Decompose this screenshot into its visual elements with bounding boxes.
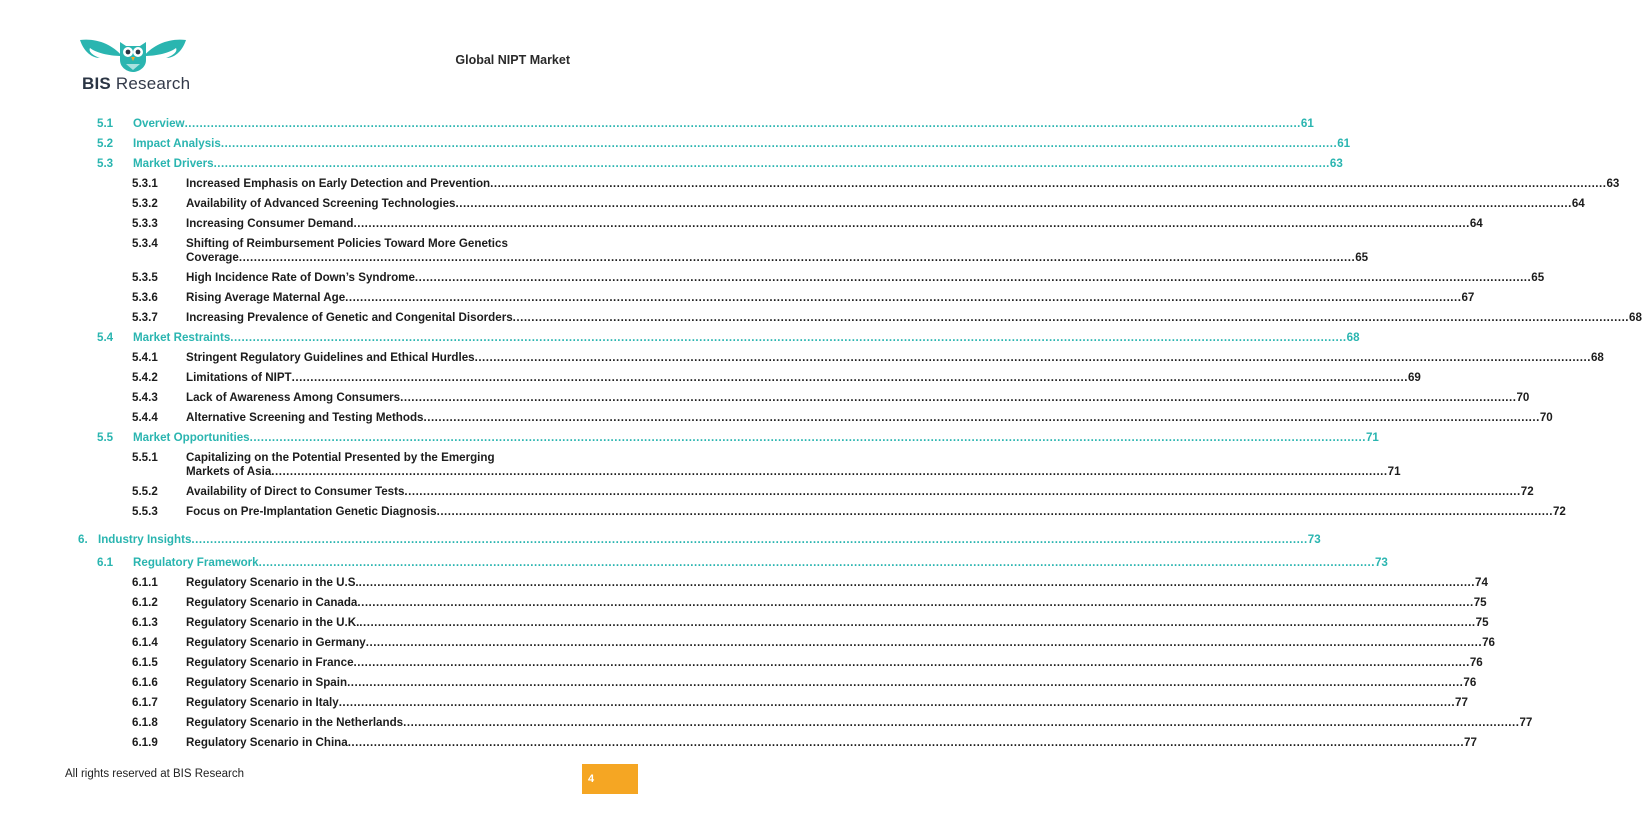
toc-entry-number: 6.1.6 (132, 676, 158, 689)
toc-entry-number: 6.1.5 (132, 656, 158, 669)
toc-entry[interactable] (97, 556, 1388, 570)
toc-entry-title: Increased Emphasis on Early Detection and Prevention (186, 177, 491, 190)
toc-entry-title: Regulatory Scenario in Spain (186, 676, 348, 689)
toc-page-number: 71 (1365, 431, 1379, 444)
toc-entry-title: Industry Insights (98, 533, 192, 546)
toc-entry-title: Regulatory Scenario in China (186, 736, 348, 749)
toc-entry-line (133, 157, 1343, 171)
toc-entry-line (133, 431, 1379, 445)
toc-entry-title: Impact Analysis (133, 137, 221, 150)
toc-leader-dots: ............................................................................................................................................................................................................................................................................................................ (359, 616, 1476, 629)
toc-leader-dots: ............................................................................................................................................................................................................................................................................................................ (347, 736, 1465, 749)
toc-entry-line (186, 217, 1483, 231)
toc-entry[interactable] (97, 117, 1314, 131)
toc-entry-number: 5.5.2 (132, 485, 158, 498)
toc-entry[interactable] (132, 177, 1620, 191)
toc-entry-number: 6.1.1 (132, 576, 158, 589)
toc-entry-number: 6.1 (97, 556, 114, 569)
toc-leader-dots: ............................................................................................................................................................................................................................................................................................................ (357, 596, 1474, 609)
toc-entry-line (186, 177, 1620, 191)
toc-entry-title: Regulatory Scenario in Germany (186, 636, 366, 649)
toc-leader-dots: ............................................................................................................................................................................................................................................................................................................ (403, 716, 1520, 729)
toc-leader-dots: ............................................................................................................................................................................................................................................................................................................ (338, 696, 1456, 709)
toc-leader-dots: ............................................................................................................................................................................................................................................................................................................ (291, 371, 1408, 384)
toc-entry-title: Increasing Prevalence of Genetic and Congenital Disorders (186, 311, 513, 324)
toc-entry-line (186, 716, 1533, 730)
toc-entry-title: High Incidence Rate of Down’s Syndrome (186, 271, 415, 284)
toc-entry-title: Increasing Consumer Demand (186, 217, 354, 230)
toc-entry-title: Lack of Awareness Among Consumers (186, 391, 401, 404)
toc-entry-line (133, 137, 1351, 151)
toc-leader-dots: ............................................................................................................................................................................................................................................................................................................ (404, 485, 1521, 498)
toc-entry[interactable] (97, 331, 1360, 345)
toc-entry-number: 6. (78, 533, 88, 546)
toc-entry-title: Stringent Regulatory Guidelines and Ethical Hurdles (186, 351, 475, 364)
toc-entry[interactable] (132, 485, 1534, 499)
toc-entry-line (186, 656, 1483, 670)
toc-leader-dots: ............................................................................................................................................................................................................................................................................................................ (184, 117, 1301, 130)
toc-entry[interactable] (132, 291, 1475, 305)
toc-entry[interactable] (132, 391, 1530, 405)
toc-leader-dots: ............................................................................................................................................................................................................................................................................................................ (271, 465, 1388, 478)
toc-page-number: 73 (1307, 533, 1321, 546)
toc-entry[interactable] (97, 157, 1343, 171)
toc-entry-number: 6.1.8 (132, 716, 158, 729)
toc-entry-line (133, 556, 1388, 570)
toc-entry-number: 5.4.4 (132, 411, 158, 424)
toc-entry[interactable] (132, 451, 1401, 479)
toc-entry-title: Regulatory Framework (133, 556, 259, 569)
toc-entry[interactable] (132, 371, 1421, 385)
toc-leader-dots: ............................................................................................................................................................................................................................................................................................................ (347, 676, 1464, 689)
toc-leader-dots: ............................................................................................................................................................................................................................................................................................................ (423, 411, 1540, 424)
toc-page-number: 77 (1464, 736, 1477, 749)
toc-entry-number: 5.3.4 (132, 237, 158, 250)
toc-entry-line (186, 411, 1553, 425)
toc-entry-number: 5.3.2 (132, 197, 158, 210)
toc-entry-number: 5.3.6 (132, 291, 158, 304)
toc-entry-number: 5.3.1 (132, 177, 158, 190)
toc-entry[interactable] (97, 137, 1351, 151)
toc-entry-line (186, 311, 1642, 325)
owl-logo-icon (78, 34, 188, 74)
toc-leader-dots: ............................................................................................................................................................................................................................................................................................................ (365, 636, 1483, 649)
toc-entry-line (186, 391, 1530, 405)
toc-entry-line (186, 576, 1488, 590)
toc-leader-dots: ............................................................................................................................................................................................................................................................................................................ (400, 391, 1517, 404)
toc-entry-number: 5.4.3 (132, 391, 158, 404)
toc-entry-title-continued: Coverage (186, 251, 239, 264)
toc-entry-number: 6.1.9 (132, 736, 158, 749)
toc-page-number: 76 (1482, 636, 1496, 649)
toc-page-number: 67 (1461, 291, 1475, 304)
toc-page-number: 61 (1300, 117, 1314, 130)
toc-entry-number: 5.2 (97, 137, 114, 150)
toc-entry[interactable] (132, 197, 1585, 211)
toc-leader-dots: ............................................................................................................................................................................................................................................................................................................ (436, 505, 1553, 518)
toc-leader-dots: ............................................................................................................................................................................................................................................................................................................ (220, 137, 1338, 150)
toc-entry[interactable] (132, 217, 1483, 231)
toc-page-number: 72 (1552, 505, 1566, 518)
toc-entry-number: 5.3.5 (132, 271, 158, 284)
toc-leader-dots: ............................................................................................................................................................................................................................................................................................................ (414, 271, 1532, 284)
toc-leader-dots: ............................................................................................................................................................................................................................................................................................................ (345, 291, 1462, 304)
toc-page-number: 74 (1475, 576, 1488, 589)
toc-entry[interactable] (132, 636, 1496, 650)
toc-page-number: 61 (1337, 137, 1351, 150)
toc-entry-title: Limitations of NIPT (186, 371, 292, 384)
toc-leader-dots: ............................................................................................................................................................................................................................................................................................................ (358, 576, 1475, 589)
toc-entry-title: Regulatory Scenario in the U.K. (186, 616, 360, 629)
toc-entry-title: Market Opportunities (133, 431, 250, 444)
toc-leader-dots: ............................................................................................................................................................................................................................................................................................................ (353, 656, 1470, 669)
toc-entry-title: Rising Average Maternal Age (186, 291, 346, 304)
toc-page-number: 75 (1475, 616, 1489, 629)
toc-entry-number: 5.4.1 (132, 351, 158, 364)
toc-entry[interactable] (132, 351, 1604, 365)
toc-page-number: 73 (1374, 556, 1388, 569)
toc-entry-line (186, 371, 1421, 385)
toc-entry[interactable] (132, 505, 1566, 519)
toc-entry-line (186, 636, 1496, 650)
logo-wordmark: BIS Research (82, 74, 191, 93)
toc-page-number: 75 (1473, 596, 1487, 609)
toc-entry-number: 5.4 (97, 331, 114, 344)
toc-entry-title: Availability of Advanced Screening Technologies (186, 197, 456, 210)
toc-entry-number: 5.1 (97, 117, 114, 130)
toc-entry[interactable] (132, 271, 1545, 285)
toc-leader-dots: ............................................................................................................................................................................................................................................................................................................ (230, 331, 1347, 344)
page-number-badge (582, 764, 638, 794)
toc-entry-line (186, 197, 1585, 211)
toc-page-number: 76 (1469, 656, 1483, 669)
toc-leader-dots: ............................................................................................................................................................................................................................................................................................................ (213, 157, 1330, 170)
toc-page-number: 77 (1519, 716, 1533, 729)
toc-leader-dots: ............................................................................................................................................................................................................................................................................................................ (353, 217, 1470, 230)
toc-entry-line (186, 736, 1477, 750)
toc-page-number: 68 (1629, 311, 1642, 324)
toc-entry-line (186, 251, 1369, 265)
toc-page-number: 77 (1455, 696, 1468, 709)
toc-entry-line (186, 485, 1534, 499)
toc-entry-title: Market Restraints (133, 331, 231, 344)
toc-page-number: 68 (1590, 351, 1604, 364)
toc-entry-title: Regulatory Scenario in the Netherlands (186, 716, 404, 729)
toc-page-number: 70 (1516, 391, 1530, 404)
toc-leader-dots: ............................................................................................................................................................................................................................................................................................................ (238, 251, 1356, 264)
toc-entry-title-continued: Markets of Asia (186, 465, 272, 478)
toc-entry-number: 6.1.2 (132, 596, 158, 609)
toc-entry-line (186, 596, 1487, 610)
toc-entry-line (186, 676, 1477, 690)
toc-entry-title: Market Drivers (133, 157, 214, 170)
toc-entry[interactable] (97, 431, 1379, 445)
toc-entry-line (98, 533, 1321, 547)
toc-entry[interactable] (132, 656, 1483, 670)
toc-leader-dots: ............................................................................................................................................................................................................................................................................................................ (258, 556, 1375, 569)
toc-entry-number: 6.1.7 (132, 696, 158, 709)
toc-page-number: 64 (1469, 217, 1483, 230)
toc-entry-line (133, 117, 1314, 131)
document-title: Global NIPT Market (455, 53, 570, 67)
toc-entry[interactable] (132, 696, 1468, 710)
toc-entry-line (186, 505, 1566, 519)
toc-page-number: 68 (1346, 331, 1360, 344)
toc-entry-line (133, 331, 1360, 345)
toc-leader-dots: ............................................................................................................................................................................................................................................................................................................ (512, 311, 1630, 324)
toc-entry[interactable] (132, 576, 1488, 590)
bis-research-logo (78, 34, 191, 98)
toc-leader-dots: ............................................................................................................................................................................................................................................................................................................ (474, 351, 1591, 364)
toc-entry-line (186, 696, 1468, 710)
toc-entry-line (186, 291, 1475, 305)
toc-page-number: 69 (1407, 371, 1421, 384)
toc-entry-title: Overview (133, 117, 185, 130)
toc-page-number: 64 (1571, 197, 1585, 210)
toc-page-number: 72 (1520, 485, 1534, 498)
toc-leader-dots: ............................................................................................................................................................................................................................................................................................................ (490, 177, 1607, 190)
toc-page-number: 65 (1355, 251, 1369, 264)
toc-leader-dots: ............................................................................................................................................................................................................................................................................................................ (191, 533, 1308, 546)
toc-entry-title: Regulatory Scenario in Italy (186, 696, 339, 709)
toc-entry-title: Regulatory Scenario in France (186, 656, 354, 669)
toc-entry-title: Regulatory Scenario in the U.S. (186, 576, 359, 589)
toc-entry[interactable] (132, 716, 1533, 730)
toc-leader-dots: ............................................................................................................................................................................................................................................................................................................ (455, 197, 1572, 210)
toc-entry-number: 5.4.2 (132, 371, 158, 384)
toc-entry[interactable] (132, 311, 1642, 325)
footer-copyright: All rights reserved at BIS Research (65, 768, 244, 780)
toc-entry[interactable] (132, 596, 1487, 610)
toc-entry-title: Shifting of Reimbursement Policies Toward More Genetics (186, 237, 508, 250)
toc-page-number: 63 (1329, 157, 1343, 170)
toc-entry-number: 6.1.3 (132, 616, 158, 629)
toc-entry-title: Capitalizing on the Potential Presented by the Emerging (186, 451, 495, 464)
page-number: 4 (588, 773, 595, 785)
toc-page-number: 71 (1387, 465, 1401, 478)
toc-entry[interactable] (132, 616, 1489, 630)
toc-entry-line (186, 351, 1604, 365)
toc-entry-number: 5.3 (97, 157, 114, 170)
toc-entry-line (186, 616, 1489, 630)
toc-entry-number: 5.5 (97, 431, 114, 444)
toc-entry[interactable] (132, 411, 1553, 425)
toc-entry-title: Availability of Direct to Consumer Tests (186, 485, 405, 498)
toc-entry[interactable] (78, 533, 1321, 547)
toc-entry-line (186, 465, 1401, 479)
toc-entry-number: 5.3.7 (132, 311, 158, 324)
toc-entry[interactable] (132, 736, 1477, 750)
toc-page-number: 65 (1531, 271, 1545, 284)
toc-entry[interactable] (132, 237, 1369, 265)
toc-page-number: 63 (1606, 177, 1620, 190)
toc-entry-line (186, 271, 1545, 285)
toc-entry-title: Regulatory Scenario in Canada (186, 596, 358, 609)
toc-entry[interactable] (132, 676, 1477, 690)
toc-entry-number: 5.5.3 (132, 505, 158, 518)
toc-entry-title: Focus on Pre-Implantation Genetic Diagnosis (186, 505, 437, 518)
toc-entry-number: 5.5.1 (132, 451, 158, 464)
toc-leader-dots: ............................................................................................................................................................................................................................................................................................................ (249, 431, 1366, 444)
toc-page-number: 76 (1463, 676, 1477, 689)
toc-entry-title: Alternative Screening and Testing Methods (186, 411, 424, 424)
toc-entry-number: 6.1.4 (132, 636, 158, 649)
toc-page-number: 70 (1539, 411, 1553, 424)
toc-entry-number: 5.3.3 (132, 217, 158, 230)
